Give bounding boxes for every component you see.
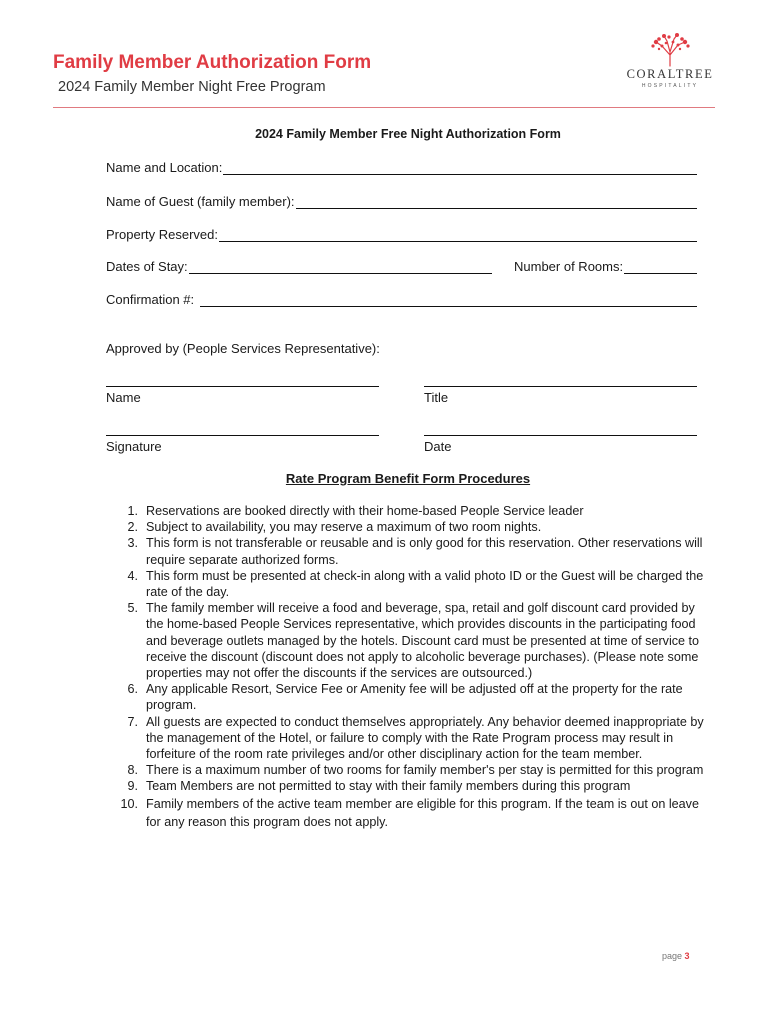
name-location-field[interactable] [106,160,697,175]
guest-name-field[interactable] [106,194,697,209]
guest-name-label: Name of Guest (family member): [106,194,295,209]
rooms-field[interactable] [514,259,697,274]
rooms-line[interactable] [624,259,697,274]
coraltree-logo [620,33,720,99]
dates-field[interactable] [106,259,492,274]
guest-name-line[interactable] [296,194,697,209]
page-number-value: 3 [684,951,690,961]
list-item: 10. Family members of the active team member are eligible for this program. If the team is out on leave for any reason this program does not apply. [120,796,699,829]
list-item: 6. Any applicable Resort, Service Fee or Amenity fee will be adjusted off at the property for the rate program. [127,682,683,713]
header-divider [53,107,715,108]
dates-label: Dates of Stay: [106,259,188,274]
tree-icon [645,33,695,67]
page-subtitle: 2024 Family Member Night Free Program [58,79,326,95]
list-item: 4. This form must be presented at check-in along with a valid photo ID or the Guest will be charged the rate of the day. [127,568,704,600]
date-line[interactable] [424,435,697,436]
list-item: 8. There is a maximum number of two rooms for family member's per stay is permitted for this program [127,763,704,778]
confirmation-label: Confirmation #: [106,292,195,307]
list-item: 1. Reservations are booked directly with their home-based People Service leader [127,504,584,518]
confirmation-line[interactable] [200,292,697,307]
name-signature-line[interactable] [106,386,379,387]
list-item: 9. Team Members are not permitted to stay with their family members during this program [127,779,631,794]
logo-wordmark: CORALTREE [626,67,714,81]
list-item: 3. This form is not transferable or reusable and is only good for this reservation. Other reservations will require separate authorized forms. [127,536,703,567]
list-item: 5. The family member will receive a food and beverage, spa, retail and golf discount card provided by the home-based People Services representative, which provides discounts in the participating food and beverage outlets managed by the hotels. Discount card must be presented at time of service to receive the discount (discount does not apply to alcoholic beverage purchases). (Please note some properties may not offer the discounts if the services are outsourced.) [127,601,700,681]
property-field[interactable] [106,227,697,242]
page-label: page [662,951,683,961]
signature-label: Signature [106,439,162,454]
page-number [662,951,690,961]
procedures-title: Rate Program Benefit Form Procedures [285,471,531,486]
procedures-list [106,503,714,831]
list-item: 7. All guests are expected to conduct themselves appropriately. Any behavior deemed inappropriate by the management of the Hotel, or failure to comply with the Rate Program process may result in forfeiture of the room rate privileges and/or other disciplinary action for the team member. [127,714,704,762]
approved-by-label: Approved by (People Services Representative): [106,341,380,356]
property-line[interactable] [219,227,697,242]
name-location-line[interactable] [223,160,697,175]
signature-line[interactable] [106,435,379,436]
property-label: Property Reserved: [106,227,218,242]
logo-subtext: HOSPITALITY [641,83,699,89]
name-label: Name [106,390,141,405]
confirmation-field[interactable] [106,292,697,307]
dates-line[interactable] [189,259,492,274]
page-title: Family Member Authorization Form [53,52,372,73]
date-label: Date [424,439,452,454]
form-title: 2024 Family Member Free Night Authorization Form [255,127,561,141]
title-signature-line[interactable] [424,386,697,387]
title-label: Title [424,390,449,405]
rooms-label: Number of Rooms: [514,259,624,274]
name-location-label: Name and Location: [106,160,223,175]
list-item: 2. Subject to availability, you may reserve a maximum of two room nights. [127,520,542,535]
